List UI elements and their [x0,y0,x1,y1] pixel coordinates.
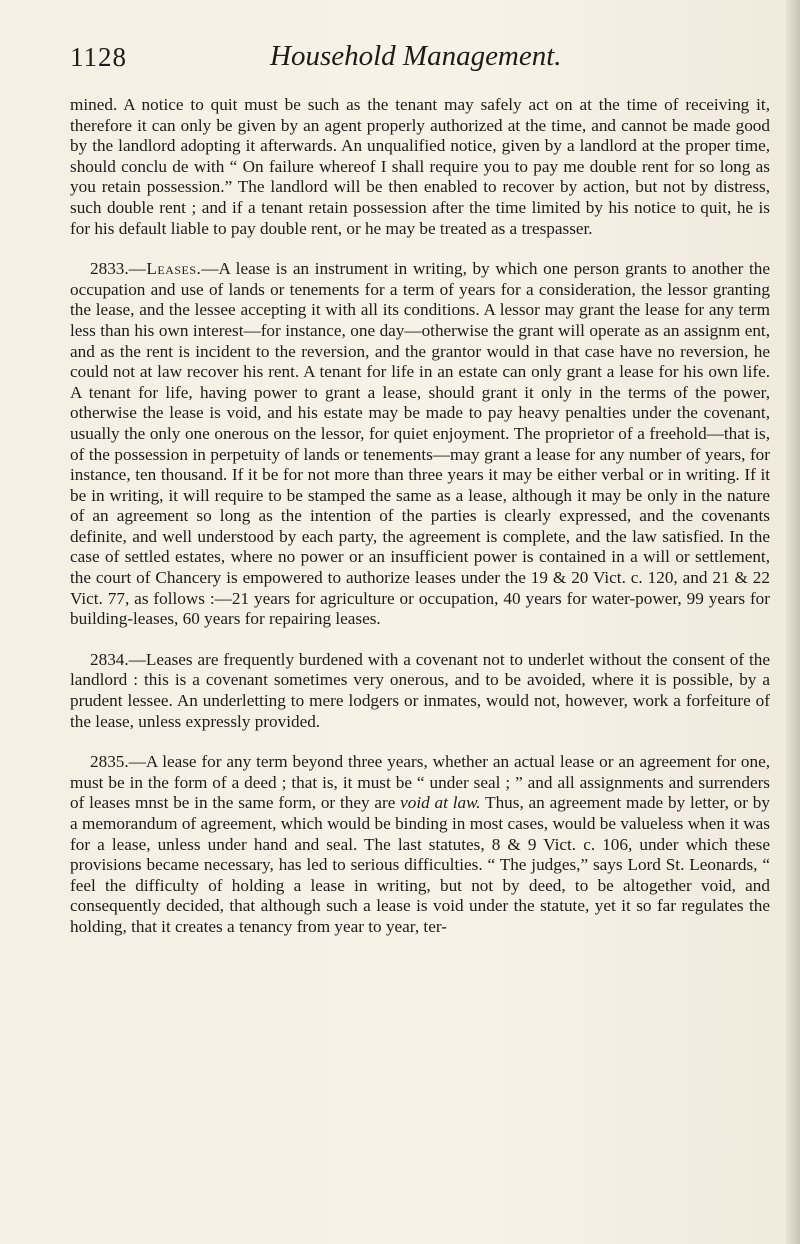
paragraph-gap [70,630,770,650]
running-head [70,42,760,82]
paragraph-text: —Leases are frequently burdened with a covenant not to underlet without the consent of the landlord : this is a covenant sometimes very onerous, and to be avoided, where it is possible, by a prudent lessee. An underletting to mere lodgers or inmates, would not, however, work a forfeiture of the lease, unless expressly provided. [70,649,770,731]
paragraph-number: 2835. [90,752,129,772]
paragraph-number: 2834. [90,649,129,669]
paragraph-text: mined. A notice to quit must be such as the tenant may safely act on at the time of receiving it, therefore it can only be given by an agent properly authorized at the time, and cannot be made good by the landlord adopting it afterwards. An unqualified notice, given by a landlord at the proper time, should conclu de with “ On failure whereof I shall require you to pay me double rent for so long as you retain possession.” The landlord will be then enabled to recover by action, but not by distress, such double rent ; and if a tenant retain possession after the time limited by his notice to quit, he is for his default liable to pay double rent, or he may be treated as a trespasser. [70,95,770,238]
paragraph-gap [70,732,770,752]
paragraph-text: —A lease for any term beyond three years, whether an actual lease or an agreement for one, must be in the form of a deed ; that is, it must be “ under seal ; ” and all assignments and surrenders of leases mnst be in the same form, or they are [70,752,770,813]
page-edge-shadow [786,0,800,1244]
running-title: Household Management. [270,40,562,72]
paragraph-2834 [70,650,770,732]
paragraph-text: Thus, an agreement made by letter, or by a memorandum of agreement, which would be binding in most cases, would be valueless when it was for a lease, unless under hand and seal. The last statutes, 8 & 9 Vict. c. 106, under which these provisions became necessary, has led to serious difficulties. “ The judges,” says Lord St. Leonards, “ feel the difficulty of holding a lease in writing, but not by deed, to be altogether void, and consequently decided, that although such a lease is void under the statute, yet it so far regulates the holding, that it creates a tenancy from year to year, ter- [70,793,770,936]
paragraph-continuation [70,95,770,239]
paragraph-text: —A lease is an instrument in writing, by which one person grants to another the occupation and use of lands or tenements for a term of years for a consideration, the lessor granting the lease, and the lessee accepting it with all its conditions. A lessor may grant the lease for any term less than his own interest—for instance, one day—otherwise the grant will operate as an assignm ent, and as the rent is incident to the reversion, and the grantor would in that case have no reversion, he could not at law recover his rent. A tenant for life in an estate can only grant a lease for his own life. A tenant for life, having power to grant a lease, should grant it only in the terms of the power, otherwise the lease is void, and his estate may be made to pay heavy penalties under the covenant, usually the only one onerous on the lessor, for quiet enjoyment. The proprietor of a freehold—that is, of the possession in perpetuity of lands or tenements—may grant a lease for any number of years, for instance, ten thousand. If it be for not more than three years it may be either verbal or in writing. If it be in writing, it will require to be stamped the same as a lease, although it may be only in the nature of an agreement so long as the intention of the parties is clearly expressed, and the covenants definite, and well understood by each party, the agreement is complete, and the law satisfied. In the case of settled estates, where no power or an insufficient power is contained in a will or settlement, the court of Chancery is empowered to authorize leases under the 19 & 20 Vict. c. 120, and 21 & 22 Vict. 77, as follows :—21 years for agriculture or occupation, 40 years for water-power, 99 years for building-leases, 60 years for repairing leases. [70,259,770,629]
body-text [70,95,770,938]
paragraph-2835 [70,752,770,937]
paragraph-gap [70,239,770,259]
page-number: 1128 [70,42,127,72]
paragraph-italic-phrase: void at law. [400,793,481,813]
paragraph-heading: —Leases. [128,259,202,279]
paragraph-2833 [70,259,770,630]
paragraph-number: 2833. [90,259,129,279]
